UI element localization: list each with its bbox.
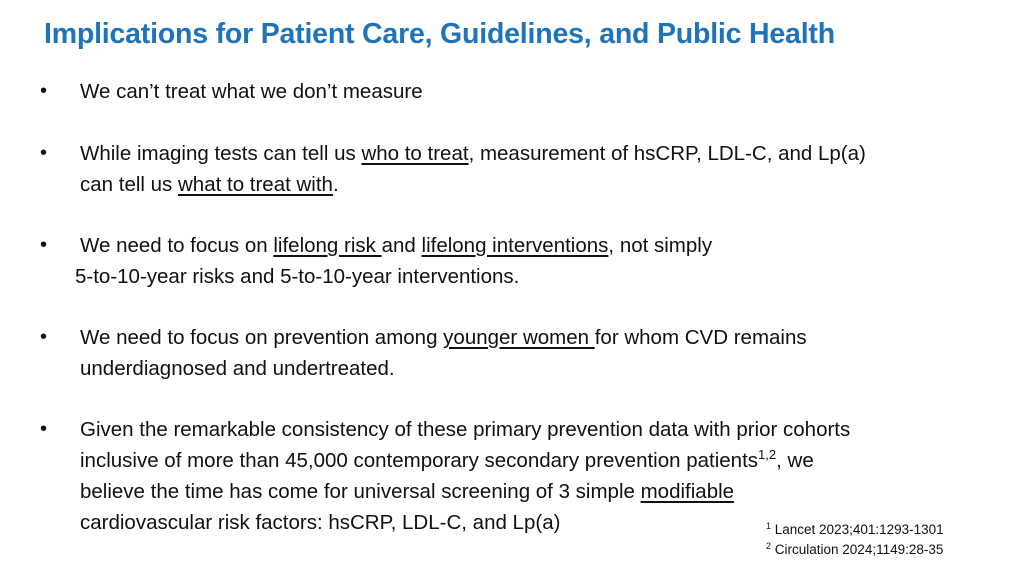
text-run: for whom CVD remains — [594, 326, 807, 349]
underlined-phrase: who to treat — [361, 142, 469, 165]
bullet-line: cardiovascular risk factors: hsCRP, LDL-C, and Lp(a) — [80, 511, 561, 534]
bullet-line: underdiagnosed and undertreated. — [80, 357, 395, 380]
text-run: We need to focus on prevention among — [80, 326, 444, 349]
reference-number: 2 — [766, 541, 772, 551]
text-run: believe the time has come for universal screening of 3 simple — [80, 480, 641, 503]
bullet-line — [80, 138, 990, 169]
bullet-line: 5-to-10-year risks and 5-to-10-year interventions. — [75, 265, 520, 288]
text-run: , we — [776, 449, 814, 472]
underlined-phrase: modifiable — [640, 480, 735, 503]
citation-superscript: 1,2 — [758, 447, 777, 462]
bullet-line — [80, 476, 990, 507]
bullet-line — [80, 230, 990, 261]
bullet-dot: • — [40, 142, 48, 164]
bullet-text — [80, 138, 990, 200]
bullet-text — [75, 230, 990, 292]
text-run: and — [381, 234, 422, 257]
text-run: , measurement of hsCRP, LDL-C, and Lp(a) — [468, 142, 866, 165]
text-run: . — [332, 173, 339, 196]
reference-item — [766, 520, 944, 540]
bullet-text — [80, 76, 990, 107]
text-run: We need to focus on — [80, 234, 274, 257]
reference-number: 1 — [766, 521, 772, 531]
underlined-phrase: lifelong interventions — [421, 234, 609, 257]
bullet-text — [80, 322, 990, 384]
text-run: , not simply — [608, 234, 713, 257]
bullet-line — [80, 445, 990, 476]
bullet-line: We can’t treat what we don’t measure — [80, 80, 423, 103]
bullet-line — [80, 322, 990, 353]
bullet-line — [80, 169, 990, 200]
reference-text: Lancet 2023;401:1293-1301 — [771, 522, 944, 537]
bullet-dot: • — [40, 418, 48, 440]
underlined-phrase: what to treat with — [178, 173, 333, 196]
slide-title: Implications for Patient Care, Guidelines, and Public Health — [44, 18, 835, 50]
text-run: can tell us — [80, 173, 178, 196]
underlined-phrase: lifelong risk — [273, 234, 382, 257]
reference-text: Circulation 2024;1149:28-35 — [771, 542, 944, 557]
references — [766, 520, 944, 560]
bullet-dot: • — [40, 234, 48, 256]
text-run: While imaging tests can tell us — [80, 142, 362, 165]
reference-item — [766, 540, 944, 560]
bullet-line: Given the remarkable consistency of these primary prevention data with prior cohorts — [80, 418, 851, 441]
underlined-phrase: younger women — [443, 326, 595, 349]
text-run: inclusive of more than 45,000 contemporary secondary prevention patients — [80, 449, 759, 472]
bullet-dot: • — [40, 326, 48, 348]
bullet-dot: • — [40, 80, 48, 102]
